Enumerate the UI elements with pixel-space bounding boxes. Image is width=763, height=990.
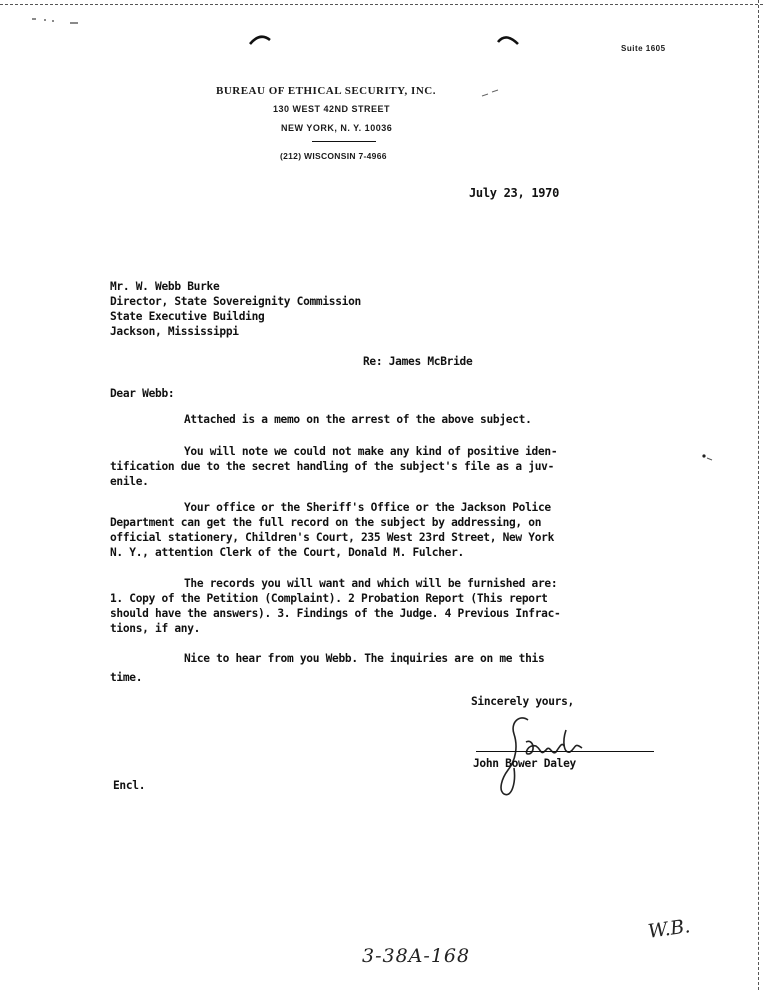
scan-speck-marks <box>30 14 90 28</box>
paragraph-2-line: tification due to the secret handling of the subject's file as a juv- <box>110 460 555 473</box>
file-number: 3-38A-168 <box>362 945 471 967</box>
paragraph-2-line: You will note we could not make any kind of positive iden- <box>184 445 558 458</box>
recipient-city: Jackson, Mississippi <box>110 325 239 338</box>
scan-mark-stroke <box>480 88 502 98</box>
recipient-name: Mr. W. Webb Burke <box>110 280 220 293</box>
paragraph-2-line: enile. <box>110 475 149 488</box>
subject-line: Re: James McBride <box>363 355 473 368</box>
salutation: Dear Webb: <box>110 387 175 400</box>
company-street: 130 WEST 42ND STREET <box>273 104 391 114</box>
handwritten-initials: W.B. <box>646 915 692 943</box>
recipient-building: State Executive Building <box>110 310 265 323</box>
paragraph-3-line: Your office or the Sheriff's Office or the Jackson Police <box>184 501 551 514</box>
scan-border-top <box>0 4 763 5</box>
punch-hole-left-icon <box>248 32 272 46</box>
closing-line: Sincerely yours, <box>471 695 574 708</box>
company-city: NEW YORK, N. Y. 10036 <box>281 123 393 133</box>
handwritten-signature-icon <box>490 712 610 798</box>
recipient-title: Director, State Sovereignity Commission <box>110 295 361 308</box>
enclosure-note: Encl. <box>113 779 146 792</box>
paragraph-4-line: 1. Copy of the Petition (Complaint). 2 Probation Report (This report <box>110 592 548 605</box>
signer-name: John Bower Daley <box>473 757 576 770</box>
scan-border-right <box>758 0 759 990</box>
letter-date: July 23, 1970 <box>469 186 560 200</box>
signature-line <box>476 751 654 752</box>
paragraph-4-line: should have the answers). 3. Findings of the Judge. 4 Previous Infrac- <box>110 607 561 620</box>
paragraph-3-line: official stationery, Children's Court, 235 West 23rd Street, New York <box>110 531 555 544</box>
company-phone: (212) WISCONSIN 7-4966 <box>280 151 387 161</box>
paragraph-1-line: Attached is a memo on the arrest of the above subject. <box>184 413 532 426</box>
paragraph-5-line: Nice to hear from you Webb. The inquiries are on me this <box>184 652 545 665</box>
paragraph-3-line: N. Y., attention Clerk of the Court, Donald M. Fulcher. <box>110 546 464 559</box>
letterhead-divider <box>312 141 376 142</box>
company-name: BUREAU OF ETHICAL SECURITY, INC. <box>216 85 436 97</box>
suite-number: Suite 1605 <box>621 44 666 53</box>
paragraph-5-line: time. <box>110 671 143 684</box>
punch-hole-right-icon <box>496 32 520 46</box>
paragraph-4-line: tions, if any. <box>110 622 201 635</box>
paragraph-4-line: The records you will want and which will be furnished are: <box>184 577 558 590</box>
paragraph-3-line: Department can get the full record on the subject by addressing, on <box>110 516 542 529</box>
margin-mark <box>700 451 716 463</box>
